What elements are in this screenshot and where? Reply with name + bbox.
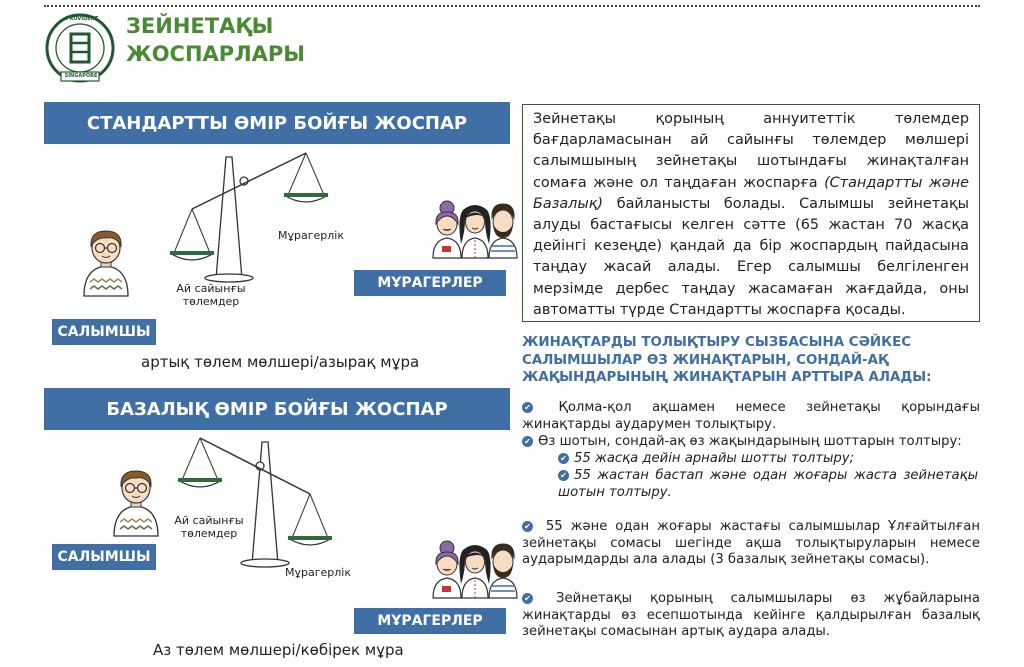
standard-member-figure	[106, 236, 166, 320]
topup-heading-line-2: САЛЫМШЫЛАР ӨЗ ЖИНАҚТАРЫН, СОНДАЙ-АҚ	[522, 352, 889, 368]
basic-plan-banner: БАЗАЛЫҚ ӨМІР БОЙҒЫ ЖОСПАР	[44, 388, 510, 430]
standard-heirs-figure	[430, 188, 520, 270]
page-title	[126, 12, 305, 68]
page-title-line-2: ЖОСПАРЛАРЫ	[126, 42, 306, 66]
info-text-part-2: байланысты болады. Салымшы зейнетақы алуды бастағысы келген сәтте (65 жастан 70 жасқа дейінгі кезеңде) қандай да бір жоспардың пайдасына таңдау жасай алады. Егер салымшы белгіленген мерзімде дербес таңдау жасамаған жағдайда, оны автоматты түрде Стандартты жоспарға қосады.	[533, 195, 969, 318]
basic-heirs-tag: МҰРАГЕРЛЕР	[354, 608, 506, 634]
topup-bullet-1-text: Қолма-қол ақшамен немесе зейнетақы қорындағы жинақтарды аударумен толықтыру.	[522, 400, 980, 432]
basic-payout-caption	[164, 514, 254, 540]
check-icon: ✔	[522, 593, 533, 604]
topup-bullet-4	[522, 591, 980, 641]
check-icon: ✔	[558, 453, 569, 464]
topup-bullet-2	[522, 434, 980, 451]
standard-member-tag: САЛЫМШЫ	[52, 319, 156, 345]
check-icon: ✔	[522, 436, 533, 447]
basic-payout-caption-line-1: Ай сайынғы	[174, 514, 244, 527]
topup-bullet-3-text: 55 және одан жоғары жастағы салымшылар Ұлғайтылған зейнетақы сомасы шегінде ақша толықтыруларын немесе аударымдарды ала алады (3 базалық зейнетақы сомасы).	[522, 519, 980, 567]
topup-sub-bullet-1-text: 55 жасқа дейін арнайы шотты толтыру;	[574, 451, 855, 466]
standard-bequest-caption: Мұрагерлік	[278, 229, 344, 242]
standard-heirs-tag: МҰРАГЕРЛЕР	[354, 270, 506, 296]
topup-bullet-3	[522, 519, 980, 569]
standard-payout-caption-line-2: төлемдер	[182, 295, 240, 308]
basic-heirs-figure	[430, 528, 520, 610]
logo-bottom-text: SINGAPORE	[64, 73, 98, 79]
annuity-info-box	[522, 104, 980, 322]
topup-heading-line-1: ЖИНАҚТАРДЫ ТОЛЫҚТЫРУ СЫЗБАСЫНА СӘЙКЕС	[522, 335, 912, 350]
basic-member-figure	[106, 466, 166, 550]
basic-summary: Аз төлем мөлшері/көбірек мұра	[153, 641, 404, 659]
basic-member-tag: САЛЫМШЫ	[52, 544, 156, 570]
topup-heading	[522, 334, 972, 387]
top-dotted-rule	[44, 5, 980, 7]
topup-sub-bullet-1	[558, 451, 978, 468]
topup-bullet-1	[522, 400, 980, 433]
topup-bullet-2-text: Өз шотын, сондай-ақ өз жақындарының шоттарын толтыру:	[538, 434, 962, 449]
basic-payout-caption-line-2: төлемдер	[180, 527, 238, 540]
standard-plan-banner: СТАНДАРТТЫ ӨМІР БОЙҒЫ ЖОСПАР	[44, 102, 510, 144]
check-icon: ✔	[522, 402, 533, 413]
logo-top-text: PROVIDENT	[65, 16, 99, 22]
topup-sub-bullet-2-text: 55 жастан бастап және одан жоғары жаста зейнетақы шотын толтыру.	[558, 468, 978, 500]
topup-bullet-4-text: Зейнетақы қорының салымшылары өз жұбайларына жинақтарды өз есепшотында кейінге қалдырылған базалық зейнетақы сомасынан артық аудара алады.	[522, 591, 980, 639]
basic-bequest-caption: Мұрагерлік	[285, 566, 351, 579]
check-icon: ✔	[558, 470, 569, 481]
info-text-part-1: Зейнетақы қорының аннуитеттік төлемдер бағдарламасынан ай сайынғы төлемдер мөлшері салымшының зейнетақы шотындағы жинақталған сомаға және ол таңдаған жоспарға	[533, 111, 969, 191]
topup-heading-line-3: ЖАҚЫНДАРЫНЫҢ ЖИНАҚТАРЫН АРТТЫРА АЛАДЫ:	[522, 370, 932, 385]
check-icon: ✔	[522, 521, 533, 532]
standard-payout-caption-line-1: Ай сайынғы	[176, 282, 246, 295]
standard-summary: артық төлем мөлшері/азырақ мұра	[141, 353, 420, 371]
page-title-line-1: ЗЕЙНЕТАҚЫ	[126, 14, 274, 38]
standard-scale-icon	[160, 145, 360, 285]
basic-scale-icon	[160, 430, 360, 570]
standard-payout-caption	[176, 282, 246, 308]
info-text-emphasis: (Стандартты және Базалық)	[533, 174, 969, 212]
topup-sub-bullet-2	[558, 468, 978, 501]
